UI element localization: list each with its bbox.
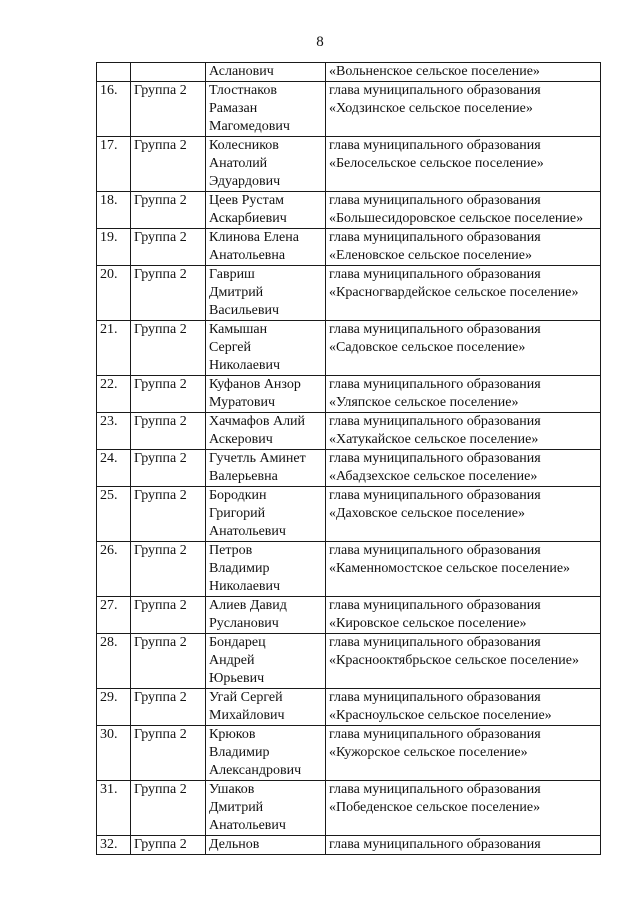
row-name-text: Хачмафов Алий Аскерович (209, 414, 306, 447)
row-number (97, 82, 131, 137)
row-position-text: глава муниципального образования «Абадзехское сельское поселение» (329, 451, 541, 484)
row-position (326, 487, 601, 542)
row-group-text: Группа 2 (134, 451, 187, 466)
row-number (97, 542, 131, 597)
row-position (326, 542, 601, 597)
row-position-text: глава муниципального образования «Каменномостское сельское поселение» (329, 543, 571, 576)
row-group (131, 63, 206, 82)
row-number-text: 24. (100, 451, 118, 466)
row-position (326, 376, 601, 413)
row-position (326, 413, 601, 450)
row-position (326, 137, 601, 192)
table-row (97, 413, 601, 450)
table-body (97, 63, 601, 855)
table-row (97, 634, 601, 689)
row-position-text: глава муниципального образования «Еленовское сельское поселение» (329, 230, 541, 263)
row-position-text: «Вольненское сельское поселение» (329, 64, 540, 79)
row-number (97, 634, 131, 689)
row-name (206, 634, 326, 689)
table-row (97, 82, 601, 137)
row-name (206, 413, 326, 450)
row-name-text: Петров Владимир Николаевич (209, 543, 281, 594)
row-position-text: глава муниципального образования «Ходзинское сельское поселение» (329, 83, 541, 116)
row-position (326, 266, 601, 321)
row-position-text: глава муниципального образования «Красноульское сельское поселение» (329, 690, 552, 723)
row-number (97, 137, 131, 192)
row-name (206, 542, 326, 597)
row-position (326, 192, 601, 229)
row-group-text: Группа 2 (134, 138, 187, 153)
row-position-text: глава муниципального образования «Большесидоровское сельское поселение» (329, 193, 584, 226)
row-name (206, 321, 326, 376)
table-row (97, 726, 601, 781)
row-number (97, 450, 131, 487)
row-position (326, 836, 601, 855)
row-number-text: 21. (100, 322, 118, 337)
row-number (97, 266, 131, 321)
row-group (131, 137, 206, 192)
row-position (326, 321, 601, 376)
table-row (97, 781, 601, 836)
row-name-text: Цеев Рустам Аскарбиевич (209, 193, 287, 226)
table-row (97, 487, 601, 542)
row-position-text: глава муниципального образования «Кужорское сельское поселение» (329, 727, 541, 760)
row-name (206, 376, 326, 413)
row-position (326, 597, 601, 634)
row-name (206, 63, 326, 82)
row-name-text: Угай Сергей Михайлович (209, 690, 285, 723)
row-number (97, 192, 131, 229)
row-group-text: Группа 2 (134, 377, 187, 392)
table-row (97, 63, 601, 82)
row-group-text: Группа 2 (134, 267, 187, 282)
row-position-text: глава муниципального образования «Даховское сельское поселение» (329, 488, 541, 521)
row-name (206, 266, 326, 321)
row-number (97, 597, 131, 634)
row-name-text: Алиев Давид Русланович (209, 598, 287, 631)
row-number (97, 376, 131, 413)
row-name (206, 781, 326, 836)
row-group (131, 634, 206, 689)
row-number-text: 16. (100, 83, 118, 98)
row-group-text: Группа 2 (134, 414, 187, 429)
row-number-text: 32. (100, 837, 118, 852)
row-number-text: 26. (100, 543, 118, 558)
row-name (206, 726, 326, 781)
row-group-text: Группа 2 (134, 598, 187, 613)
row-group-text: Группа 2 (134, 488, 187, 503)
row-name (206, 450, 326, 487)
table-row (97, 836, 601, 855)
row-name (206, 82, 326, 137)
row-group (131, 726, 206, 781)
row-number-text: 28. (100, 635, 118, 650)
table-row (97, 450, 601, 487)
row-group-text: Группа 2 (134, 322, 187, 337)
row-number (97, 487, 131, 542)
row-name-text: Гучетль Аминет Валерьевна (209, 451, 306, 484)
row-position-text: глава муниципального образования «Хатукайское сельское поселение» (329, 414, 541, 447)
row-group (131, 229, 206, 266)
row-position (326, 82, 601, 137)
row-group-text: Группа 2 (134, 635, 187, 650)
row-name-text: Асланович (209, 64, 274, 79)
table-row (97, 192, 601, 229)
table-row (97, 266, 601, 321)
row-name-text: Ушаков Дмитрий Анатольевич (209, 782, 286, 833)
officials-table (96, 62, 601, 855)
row-position (326, 634, 601, 689)
row-number-text: 25. (100, 488, 118, 503)
row-group (131, 266, 206, 321)
row-number-text: 20. (100, 267, 118, 282)
row-group-text: Группа 2 (134, 837, 187, 852)
row-position (326, 229, 601, 266)
row-group-text: Группа 2 (134, 193, 187, 208)
row-number (97, 781, 131, 836)
table-row (97, 542, 601, 597)
row-group-text: Группа 2 (134, 690, 187, 705)
row-number (97, 836, 131, 855)
row-name-text: Бородкин Григорий Анатольевич (209, 488, 286, 539)
row-group (131, 689, 206, 726)
row-position-text: глава муниципального образования «Белосельское сельское поселение» (329, 138, 544, 171)
row-number (97, 321, 131, 376)
row-group-text: Группа 2 (134, 543, 187, 558)
row-group-text: Группа 2 (134, 727, 187, 742)
row-number-text: 27. (100, 598, 118, 613)
row-name-text: Дельнов (209, 837, 260, 852)
table-row (97, 689, 601, 726)
row-number-text: 22. (100, 377, 118, 392)
table-row (97, 597, 601, 634)
row-name-text: Бондарец Андрей Юрьевич (209, 635, 266, 686)
row-group (131, 82, 206, 137)
row-position-text: глава муниципального образования «Краснооктябрьское сельское поселение» (329, 635, 579, 668)
row-name (206, 192, 326, 229)
row-name (206, 597, 326, 634)
row-position (326, 726, 601, 781)
row-name-text: Камышан Сергей Николаевич (209, 322, 281, 373)
row-number (97, 413, 131, 450)
row-position-text: глава муниципального образования «Красногвардейское сельское поселение» (329, 267, 579, 300)
row-number-text: 30. (100, 727, 118, 742)
row-name (206, 487, 326, 542)
table-row (97, 376, 601, 413)
table-row (97, 137, 601, 192)
row-name (206, 689, 326, 726)
row-number (97, 689, 131, 726)
row-position-text: глава муниципального образования (329, 837, 541, 852)
row-group (131, 321, 206, 376)
row-number-text: 19. (100, 230, 118, 245)
row-position (326, 63, 601, 82)
row-group (131, 836, 206, 855)
row-group (131, 542, 206, 597)
table-row (97, 229, 601, 266)
row-group (131, 376, 206, 413)
page-number: 8 (316, 34, 324, 50)
row-name-text: Колесников Анатолий Эдуардович (209, 138, 281, 189)
row-name-text: Тлостнаков Рамазан Магомедович (209, 83, 290, 134)
row-name-text: Крюков Владимир Александрович (209, 727, 302, 778)
row-position-text: глава муниципального образования «Садовское сельское поселение» (329, 322, 541, 355)
row-group (131, 413, 206, 450)
row-group-text: Группа 2 (134, 230, 187, 245)
row-position (326, 689, 601, 726)
row-position-text: глава муниципального образования «Кировское сельское поселение» (329, 598, 541, 631)
row-group (131, 597, 206, 634)
row-name-text: Клинова Елена Анатольевна (209, 230, 299, 263)
row-group-text: Группа 2 (134, 83, 187, 98)
row-group (131, 781, 206, 836)
row-number-text: 31. (100, 782, 118, 797)
row-position (326, 781, 601, 836)
row-position-text: глава муниципального образования «Уляпское сельское поселение» (329, 377, 541, 410)
row-name (206, 229, 326, 266)
row-group (131, 192, 206, 229)
row-number-text: 23. (100, 414, 118, 429)
row-position (326, 450, 601, 487)
row-number (97, 229, 131, 266)
table-row (97, 321, 601, 376)
row-name (206, 137, 326, 192)
row-number (97, 63, 131, 82)
row-group (131, 487, 206, 542)
row-position-text: глава муниципального образования «Победенское сельское поселение» (329, 782, 541, 815)
row-number (97, 726, 131, 781)
row-group-text: Группа 2 (134, 782, 187, 797)
row-number-text: 18. (100, 193, 118, 208)
row-name-text: Гавриш Дмитрий Васильевич (209, 267, 279, 318)
row-number-text: 17. (100, 138, 118, 153)
row-number-text: 29. (100, 690, 118, 705)
row-name-text: Куфанов Анзор Муратович (209, 377, 301, 410)
row-group (131, 450, 206, 487)
row-name (206, 836, 326, 855)
